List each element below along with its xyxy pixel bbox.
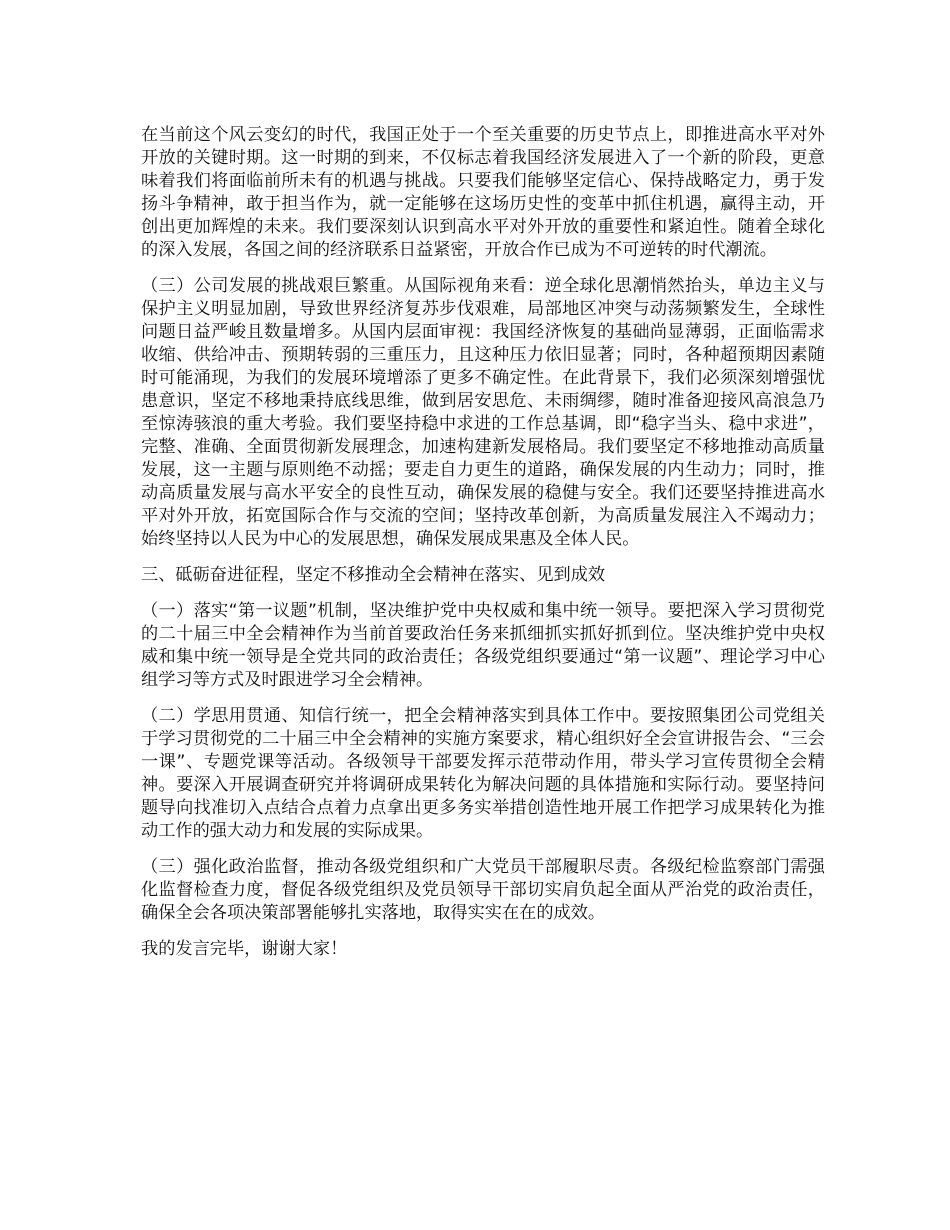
section-heading-three: 三、砥砺奋进征程，坚定不移推动全会精神在落实、见到成效 [141,565,606,585]
paragraph-opening-high-level-opening: 在当前这个风云变幻的时代，我国正处于一个至关重要的历史节点上，即推进高水平对外开放的关键时期。这一时期的到来，不仅标志着我国经济发展进入了一个新的阶段，更意味着我们将面临前所未有的机遇与挑战。只要我们能够坚定信心、保持战略定力，勇于发扬斗争精神，敢于担当作为，就一定能够在这场历史性的变革中抓住机遇，赢得主动，开创出更加辉煌的未来。我们要深刻认识到高水平对外开放的重要性和紧迫性。随着全球化的深入发展，各国之间的经济联系日益紧密，开放合作已成为不可逆转的时代潮流。 [141,125,825,260]
paragraph-first-agenda-mechanism: （一）落实“第一议题”机制，坚决维护党中央权威和集中统一领导。要把深入学习贯彻党的二十届三中全会精神作为当前首要政治任务来抓细抓实抓好抓到位。坚决维护党中央权威和集中统一领导是全党共同的政治责任；各级党组织要通过“第一议题”、理论学习中心组学习等方式及时跟进学习全会精神。 [141,601,825,690]
paragraph-closing-remark: 我的发言完毕，谢谢大家！ [141,939,348,959]
paragraph-political-supervision: （三）强化政治监督，推动各级党组织和广大党员干部履职尽责。各级纪检监察部门需强化监督检查力度，督促各级党组织及党员领导干部切实肩负起全面从严治党的政治责任，确保全会各项决策部署能够扎实落地，取得实实在在的成效。 [141,857,825,923]
paragraph-learning-and-application: （二）学思用贯通、知信行统一，把全会精神落实到具体工作中。要按照集团公司党组关于学习贯彻党的二十届三中全会精神的实施方案要求，精心组织好全会宣讲报告会、“三会一课”、专题党课等活动。各级领导干部要发挥示范带动作用，带头学习宣传贯彻全会精神。要深入开展调查研究并将调研成果转化为解决问题的具体措施和实际行动。要坚持问题导向找准切入点结合点着力点拿出更多务实举措创造性地开展工作把学习成果转化为推动工作的强大动力和发展的实际成果。 [141,706,825,841]
document-body [141,124,825,974]
paragraph-company-challenges: （三）公司发展的挑战艰巨繁重。从国际视角来看：逆全球化思潮悄然抬头，单边主义与保护主义明显加剧，导致世界经济复苏步伐艰难，局部地区冲突与动荡频繁发生，全球性问题日益严峻且数量增多。从国内层面审视：我国经济恢复的基础尚显薄弱，正面临需求收缩、供给冲击、预期转弱的三重压力，且这种压力依旧显著；同时，各种超预期因素随时可能涌现，为我们的发展环境增添了更多不确定性。在此背景下，我们必须深刻增强忧患意识，坚定不移地秉持底线思维，做到居安思危、未雨绸缪，随时准备迎接风高浪急乃至惊涛骇浪的重大考验。我们要坚持稳中求进的工作总基调，即“稳字当头、稳中求进”，完整、准确、全面贯彻新发展理念，加速构建新发展格局。我们要坚定不移地推动高质量发展，这一主题与原则绝不动摇；要走自力更生的道路，确保发展的内生动力；同时，推动高质量发展与高水平安全的良性互动，确保发展的稳健与安全。我们还要坚持推进高水平对外开放，拓宽国际合作与交流的空间；坚持改革创新，为高质量发展注入不竭动力；始终坚持以人民为中心的发展思想，确保发展成果惠及全体人民。 [141,276,825,549]
